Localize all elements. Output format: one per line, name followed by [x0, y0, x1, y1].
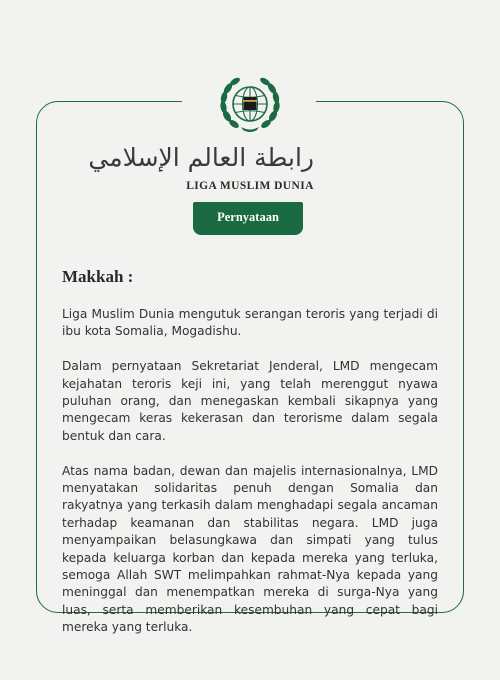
paragraph: Dalam pernyataan Sekretariat Jenderal, LMD mengecam kejahatan teroris keji ini, yang telah merenggut nyawa puluhan orang, dan menegaskan kembali sikapnya yang mengecam keras kekerasan dan terorisme dalam segala bentuk dan cara.	[62, 359, 438, 443]
paragraph: Liga Muslim Dunia mengutuk serangan teroris yang terjadi di ibu kota Somalia, Mogadishu.	[62, 307, 438, 339]
dateline-place: Makkah :	[62, 267, 134, 286]
paragraph: Atas nama badan, dewan dan majelis internasionalnya, LMD menyatakan solidaritas penuh dengan Somalia dan rakyatnya yang terkasih dalam menghadapi segala ancaman terhadap keamanan dan stabilitas negara. LMD juga menyampaikan belasungkawa dan simpati yang tulus kepada keluarga korban dan kepada mereka yang terluka, semoga Allah SWT melimpahkan rahmat-Nya kepada yang meninggal dan menempatkan mereka di surga-Nya yang luas, serta memberikan kesembuhan yang cepat bagi mereka yang terluka.	[62, 463, 438, 635]
globe-kaaba-wreath-icon	[217, 72, 283, 138]
arabic-org-name: رابطة العالم الإسلامي	[88, 143, 314, 172]
org-name: LIGA MUSLIM DUNIA	[186, 180, 314, 192]
statement-label: Pernyataan	[193, 202, 303, 235]
statement-body	[62, 306, 438, 637]
